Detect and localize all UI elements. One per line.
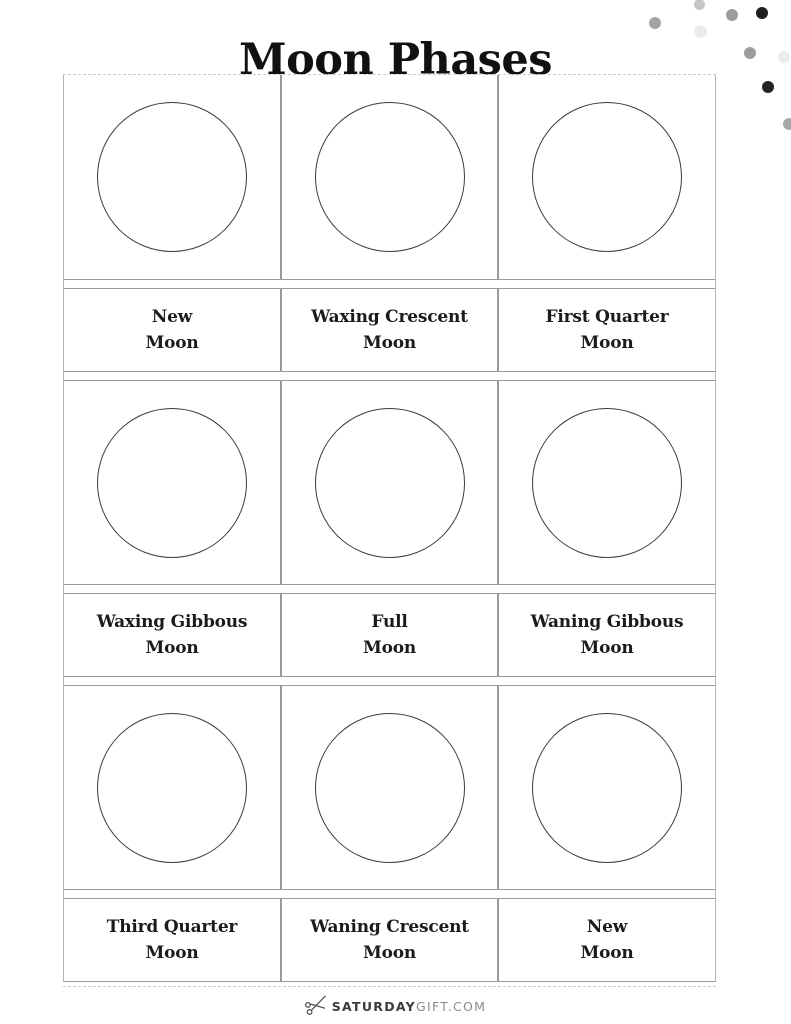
moon-label-line1: First Quarter [545, 307, 669, 327]
moon-circle [532, 408, 682, 558]
moon-label-line1: Full [371, 612, 408, 632]
moon-label-cell [64, 898, 281, 982]
moon-label-line2: Moon [362, 638, 417, 658]
brand-giftcom: GIFT.COM [416, 998, 487, 1014]
moon-circle [315, 408, 465, 558]
moon-circle [97, 713, 247, 863]
moon-circle [532, 102, 682, 252]
moon-label-cell [498, 593, 715, 677]
confetti-dot [694, 0, 705, 10]
scissors-icon [305, 993, 329, 1017]
moon-label-line2: Moon [145, 333, 199, 353]
moon-circle-cell [64, 380, 281, 585]
moon-label-line2: Moon [145, 638, 199, 658]
confetti-dot [726, 9, 738, 21]
moon-circle-cell [281, 75, 498, 280]
moon-label-line2: Moon [580, 943, 634, 963]
moon-label-line1: Waxing Crescent [311, 307, 468, 327]
moon-circle-cell [498, 685, 715, 890]
moon-label-cell [64, 288, 281, 372]
moon-label-line2: Moon [362, 333, 417, 353]
confetti-dot [649, 17, 661, 29]
moon-circle-cell [498, 75, 715, 280]
moon-label-cell [64, 593, 281, 677]
moon-label-line2: Moon [580, 638, 634, 658]
moon-label-line2: Moon [580, 333, 634, 353]
moon-circle [97, 102, 247, 252]
moon-label-line1: Third Quarter [106, 917, 238, 937]
moon-circle-cell [498, 380, 715, 585]
cut-line [63, 986, 716, 987]
moon-label-line1: Waning Gibbous [530, 612, 684, 632]
moon-label-cell [281, 898, 498, 982]
moon-label-cell [281, 288, 498, 372]
moon-circle-cell [281, 380, 498, 585]
moon-circle [97, 408, 247, 558]
page-title: Moon Phases [239, 34, 552, 85]
moon-label-line1: Waxing Gibbous [96, 612, 248, 632]
moon-label-line1: New [151, 307, 193, 327]
moon-label-line2: Moon [362, 943, 417, 963]
moon-circle-cell [64, 685, 281, 890]
moon-label-line2: Moon [145, 943, 199, 963]
confetti-dot [756, 7, 768, 19]
moon-circle [315, 713, 465, 863]
moon-circle [532, 713, 682, 863]
moon-label-line1: New [586, 917, 628, 937]
brand-saturday: SATURDAY [331, 998, 417, 1014]
moon-label-line1: Waning Crescent [310, 917, 469, 937]
moon-circle-cell [281, 685, 498, 890]
brand-logo [0, 992, 791, 1020]
moon-circle-cell [64, 75, 281, 280]
moon-phases-grid [63, 74, 716, 982]
moon-label-cell [498, 898, 715, 982]
moon-circle [315, 102, 465, 252]
moon-label-cell [281, 593, 498, 677]
moon-label-cell [498, 288, 715, 372]
confetti-dot [783, 118, 791, 130]
